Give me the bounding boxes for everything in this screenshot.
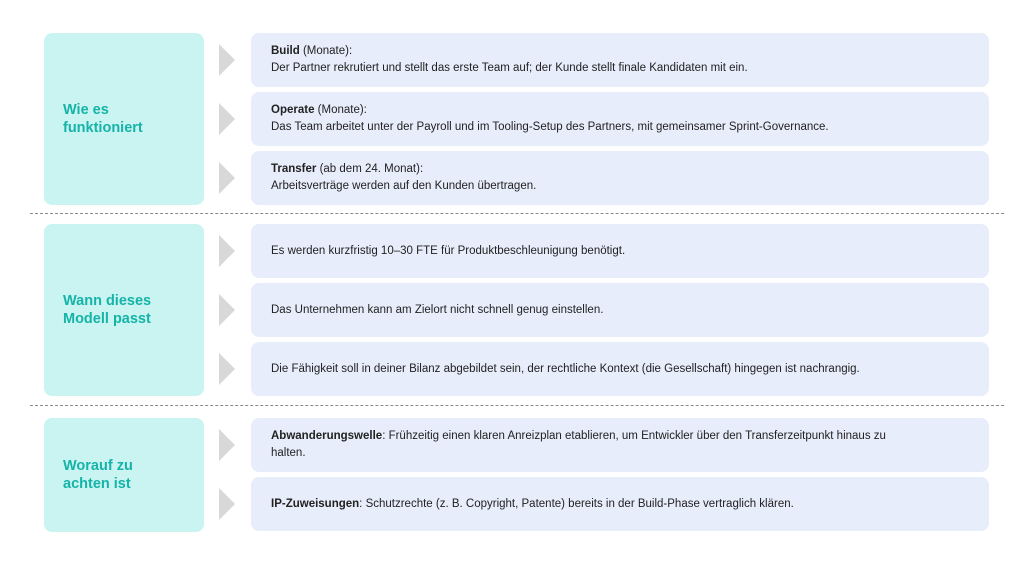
item-text: Es werden kurzfristig 10–30 FTE für Produktbeschleunigung benötigt. [271,244,626,257]
item-bold: Transfer [271,163,317,175]
item-suffix: (Monate): [299,45,353,57]
item-text: Der Partner rekrutiert und stellt das erste Team auf; der Kunde stellt finale Kandidaten mit ein. [271,62,748,74]
arrow-right-icon [219,44,235,76]
section-label-text: Wann dieses Modell passt [63,293,152,327]
list-item [251,342,989,396]
item-suffix: (Monate): [314,104,367,116]
list-item-transfer [251,151,989,205]
item-text: Das Unternehmen kann am Zielort nicht schnell genug einstellen. [271,303,604,316]
item-bold: Build [271,45,300,57]
item-bold: Operate [271,104,315,116]
item-paragraph [271,496,969,513]
list-item [251,283,989,337]
section-label-when-it-fits [44,224,204,396]
item-heading [271,43,969,60]
section-divider [30,213,1004,214]
item-suffix: : [359,497,366,510]
section-label-how-it-works [44,33,204,205]
item-text: Die Fähigkeit soll in deiner Bilanz abgebildet sein, der rechtliche Kontext (die Gesellschaft) hingegen ist nachrangig. [271,362,860,375]
arrow-right-icon [219,294,235,326]
section-label-text: Wie es funktioniert [63,102,143,136]
item-bold: IP-Zuweisungen [271,497,360,510]
item-text: Frühzeitig einen klaren Anreizplan etablieren, um Entwickler über den Transferzeitpunkt hinaus zu halten. [271,430,886,459]
list-item [251,224,989,278]
arrow-right-icon [219,162,235,194]
section-label-text: Worauf zu achten ist [63,458,133,492]
item-text: Das Team arbeitet unter der Payroll und im Tooling-Setup des Partners, mit gemeinsamer Sprint-Governance. [271,121,829,133]
item-paragraph [271,428,921,462]
item-text: Schutzrechte (z. B. Copyright, Patente) bereits in der Build-Phase vertraglich klären. [365,497,794,510]
arrow-right-icon [219,235,235,267]
arrow-right-icon [219,353,235,385]
list-item-attrition [251,418,989,472]
arrow-right-icon [219,103,235,135]
list-item-ip-assignment [251,477,989,531]
list-item-operate [251,92,989,146]
item-heading [271,102,969,119]
section-divider [30,405,1004,406]
list-item-build [251,33,989,87]
arrow-right-icon [219,429,235,461]
arrow-right-icon [219,488,235,520]
item-text: Arbeitsverträge werden auf den Kunden übertragen. [271,180,537,192]
section-label-watch-out [44,418,204,532]
item-suffix: : [382,430,389,442]
item-heading [271,161,969,178]
item-bold: Abwanderungswelle [271,430,383,442]
item-suffix: (ab dem 24. Monat): [316,163,424,175]
